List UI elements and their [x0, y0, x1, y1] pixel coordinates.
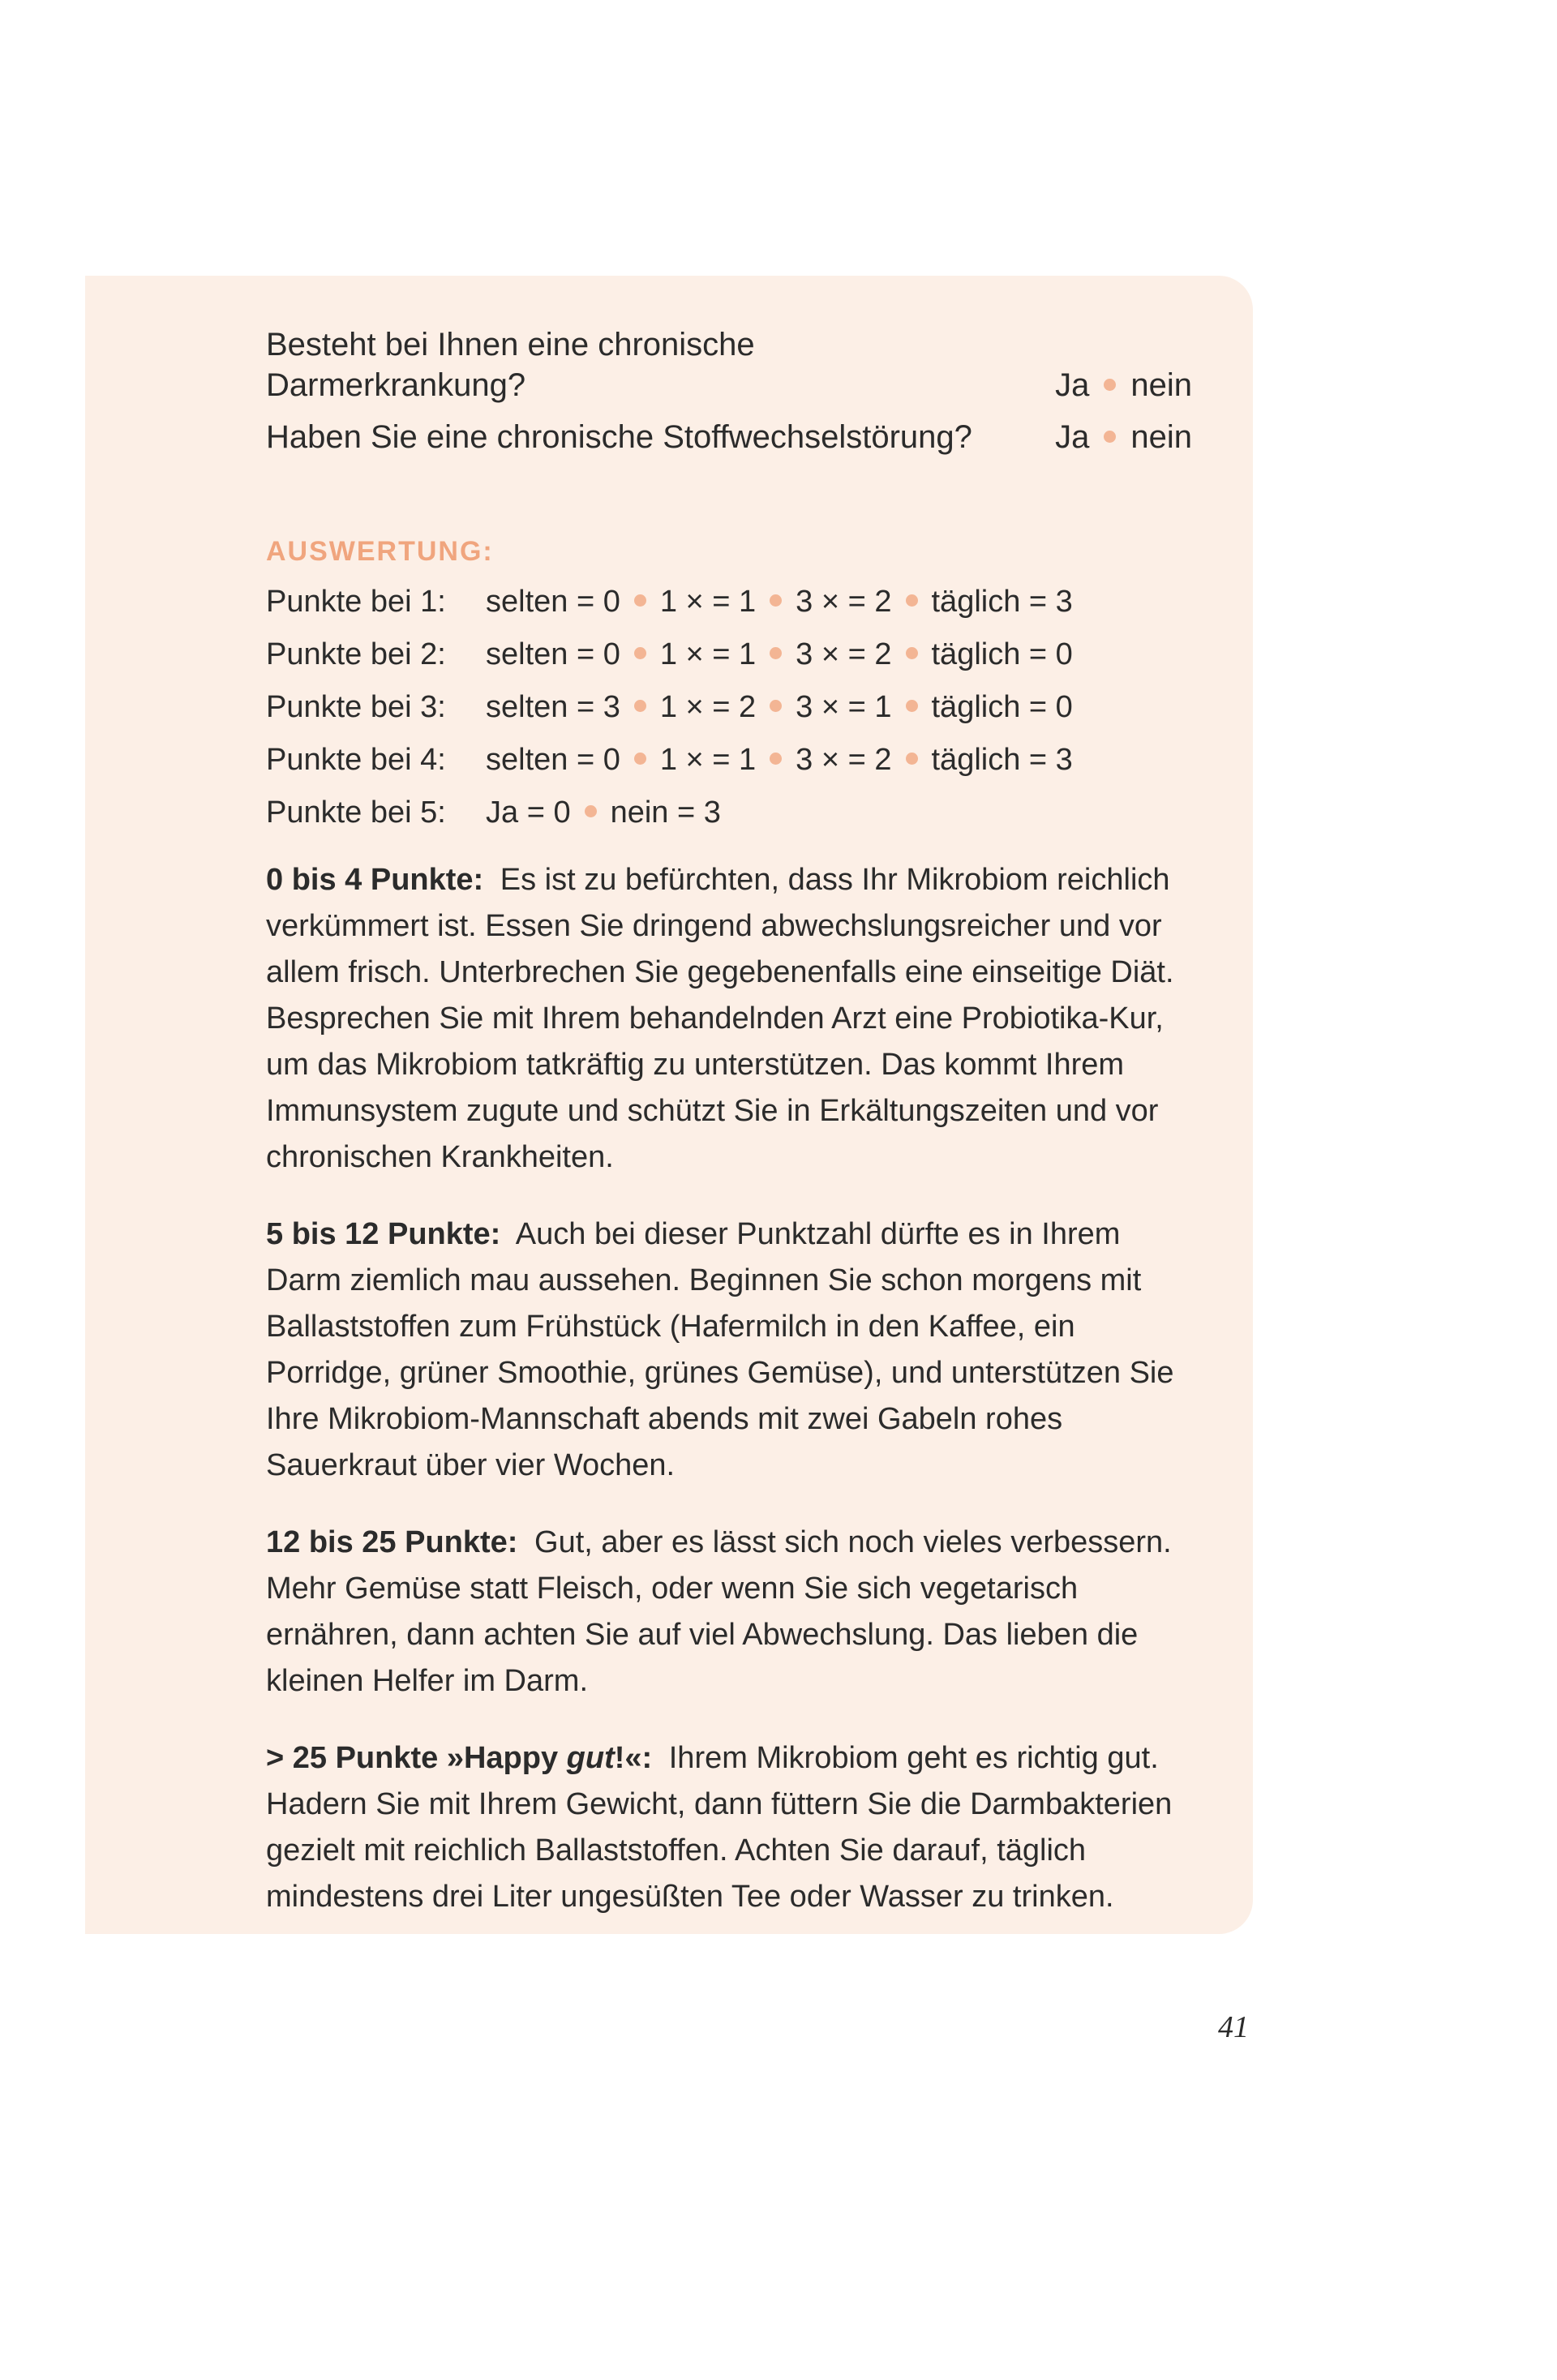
score-values — [486, 637, 1073, 672]
bullet-icon — [770, 753, 782, 765]
result-label-suffix: !«: — [614, 1741, 653, 1775]
score-label: Punkte bei 4: — [266, 743, 446, 777]
result-text: Ihrem Mikrobiom geht es richtig gut. Hadern Sie mit Ihrem Gewicht, dann füttern Sie die Darmbakterien gezielt mit reichlich Ballaststoffen. Achten Sie darauf, täglich mindestens drei Liter ungesüßten Tee oder Wasser zu trinken. — [266, 1741, 1173, 1914]
score-values — [486, 585, 1073, 620]
score-value: selten = 0 — [486, 637, 620, 671]
bullet-icon — [634, 700, 646, 712]
score-value: 3 × = 1 — [796, 690, 892, 724]
bullet-icon — [906, 753, 918, 765]
score-value: 1 × = 1 — [659, 637, 757, 671]
bullet-icon — [906, 647, 918, 659]
score-table — [266, 576, 1174, 839]
result-label — [266, 1741, 652, 1775]
answer-yes: Ja — [1055, 367, 1090, 403]
question-text: Besteht bei Ihnen eine chronische Darmerkrankung? — [266, 327, 755, 403]
answer-yes: Ja — [1055, 419, 1090, 455]
question-row — [266, 417, 1192, 457]
score-values — [486, 690, 1073, 725]
score-value: täglich = 0 — [931, 637, 1073, 671]
result-label-prefix: > 25 Punkte »Happy — [266, 1741, 567, 1775]
bullet-icon — [770, 647, 782, 659]
score-row — [266, 628, 1174, 681]
score-value: selten = 3 — [486, 690, 620, 724]
result-label: 12 bis 25 Punkte: — [266, 1525, 518, 1559]
bullet-icon — [634, 594, 646, 607]
score-row — [266, 681, 1174, 734]
score-label: Punkte bei 3: — [266, 690, 446, 724]
score-values — [486, 795, 721, 830]
score-value: 1 × = 1 — [659, 585, 757, 619]
evaluation-heading: AUSWERTUNG: — [266, 536, 494, 567]
score-label: Punkte bei 1: — [266, 585, 446, 619]
question-text: Haben Sie eine chronische Stoffwechselstörung? — [266, 419, 972, 455]
score-row — [266, 734, 1174, 787]
page-content — [266, 324, 1192, 1951]
result-paragraph — [266, 857, 1182, 1181]
result-paragraph — [266, 1520, 1182, 1705]
answer-options — [1055, 417, 1192, 457]
score-value: täglich = 3 — [931, 743, 1073, 777]
score-value: selten = 0 — [486, 585, 620, 619]
score-value: selten = 0 — [486, 743, 620, 777]
score-value: 3 × = 2 — [796, 585, 892, 619]
result-text: Gut, aber es lässt sich noch vieles verbessern. Mehr Gemüse statt Fleisch, oder wenn Sie sich vegetarisch ernähren, dann achten Sie auf viel Abwechslung. Das lieben die kleinen Helfer im Darm. — [266, 1525, 1172, 1698]
score-label: Punkte bei 2: — [266, 637, 446, 671]
score-value: nein = 3 — [610, 795, 721, 830]
score-label: Punkte bei 5: — [266, 795, 446, 830]
score-values — [486, 743, 1073, 778]
score-row — [266, 576, 1174, 628]
score-value: täglich = 0 — [931, 690, 1073, 724]
answer-options — [1055, 365, 1192, 405]
score-value: 3 × = 2 — [796, 743, 892, 777]
answer-no: nein — [1130, 367, 1192, 403]
bullet-icon — [906, 594, 918, 607]
result-label: 0 bis 4 Punkte: — [266, 863, 484, 897]
bullet-icon — [906, 700, 918, 712]
page-number: 41 — [1218, 2010, 1249, 2044]
bullet-icon — [634, 647, 646, 659]
bullet-icon — [770, 700, 782, 712]
bullet-icon — [1104, 431, 1116, 443]
bullet-icon — [585, 805, 597, 817]
score-value: 3 × = 2 — [796, 637, 892, 671]
result-label: 5 bis 12 Punkte: — [266, 1217, 501, 1251]
answer-no: nein — [1130, 419, 1192, 455]
score-value: täglich = 3 — [931, 585, 1073, 619]
question-row — [266, 324, 1192, 405]
result-text: Auch bei dieser Punktzahl dürfte es in Ihrem Darm ziemlich mau aussehen. Beginnen Sie schon morgens mit Ballaststoffen zum Frühstück (Hafermilch in den Kaffee, ein Porridge, grüner Smoothie, grünes Gemüse), und unterstützen Sie Ihre Mikrobiom-Mannschaft abends mit zwei Gabeln rohes Sauerkraut über vier Wochen. — [266, 1217, 1174, 1482]
score-row — [266, 787, 1174, 839]
bullet-icon — [1104, 379, 1116, 391]
bullet-icon — [634, 753, 646, 765]
result-paragraph — [266, 1735, 1182, 1920]
result-text: Es ist zu befürchten, dass Ihr Mikrobiom reichlich verkümmert ist. Essen Sie dringend abwechslungsreicher und vor allem frisch. Unterbrechen Sie gegebenenfalls eine einseitige Diät. Besprechen Sie mit Ihrem behandelnden Arzt eine Probiotika-Kur, um das Mikrobiom tatkräftig zu unterstützen. Das kommt Ihrem Immunsystem zugute und schützt Sie in Erkältungszeiten und vor chronischen Krankheiten. — [266, 863, 1174, 1174]
score-value: 1 × = 1 — [659, 743, 757, 777]
score-value: 1 × = 2 — [659, 690, 757, 724]
score-value: Ja = 0 — [486, 795, 571, 830]
result-label-italic: gut — [566, 1741, 615, 1775]
result-paragraph — [266, 1211, 1182, 1489]
bullet-icon — [770, 594, 782, 607]
